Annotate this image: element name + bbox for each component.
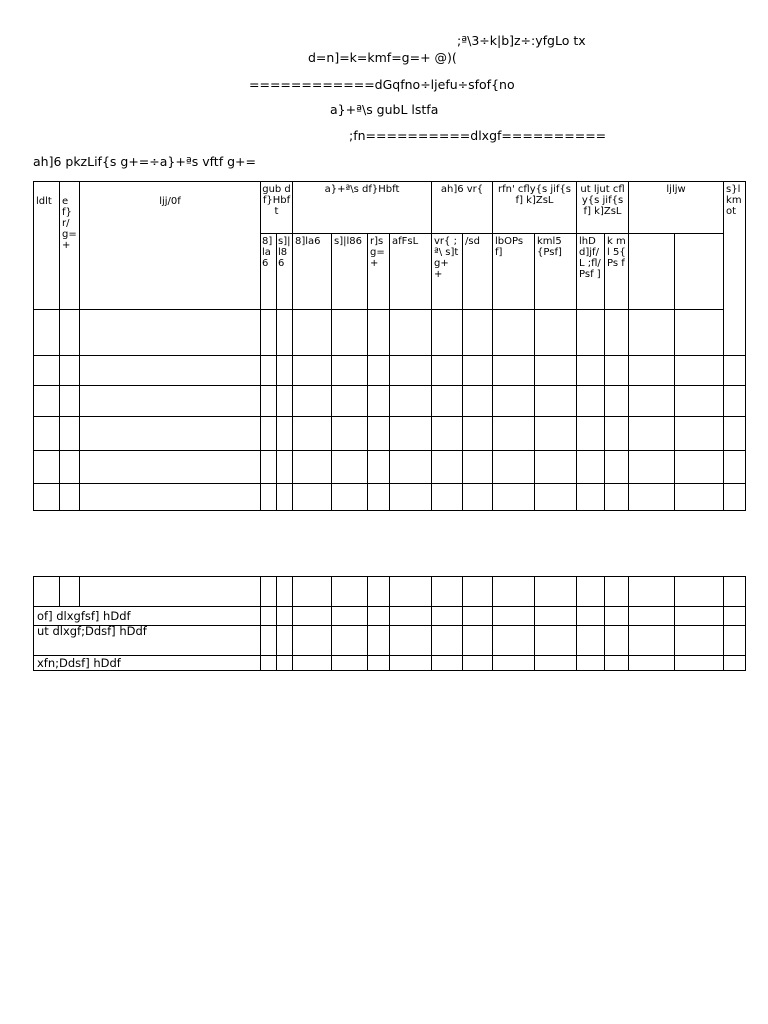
table-cell [463,656,493,671]
table-cell [675,607,724,626]
table-cell [535,484,577,511]
table-cell [463,484,493,511]
table-cell [293,386,332,417]
table-cell [60,386,80,417]
table-cell [34,451,60,484]
table-cell [724,417,746,451]
table-row [34,577,746,607]
header-line-3: ============dGqfno÷ljefu÷sfof{no [249,77,515,92]
table-cell [60,417,80,451]
table-cell [629,451,675,484]
table-cell [463,451,493,484]
table-cell [605,607,629,626]
table-cell [368,577,390,607]
table-cell [34,577,60,607]
table-cell [463,417,493,451]
table-cell [332,356,368,386]
table-cell [432,656,463,671]
table-row [34,310,746,356]
table-cell [629,577,675,607]
table-cell [368,417,390,451]
table-cell [577,626,605,656]
table-cell [332,310,368,356]
table-cell [675,656,724,671]
table-cell [724,484,746,511]
table-cell [724,356,746,386]
table-row [34,451,746,484]
table-cell [277,310,293,356]
table-cell [493,386,535,417]
table-cell [261,577,277,607]
table-cell [390,607,432,626]
table-cell [34,417,60,451]
col-cash: gub df}Hbf t [261,182,293,234]
table-cell [293,484,332,511]
header-line-4: a}+ª\s gubL lstfa [330,102,439,117]
col-budget: ah]6 vr{ [432,182,493,234]
table-cell [432,417,463,451]
table-cell [577,656,605,671]
col-description: ljj/0f [80,182,261,310]
table-cell [34,310,60,356]
table-cell [332,417,368,451]
table-cell [724,386,746,417]
table-cell [605,310,629,356]
col-cash-debit: 8]la6 [261,234,277,310]
table-cell [390,577,432,607]
table-cell [390,484,432,511]
table-cell [80,310,261,356]
table-cell [463,386,493,417]
table-cell [463,607,493,626]
table-cell [293,577,332,607]
col-date: ldlt [34,182,60,310]
table-cell [293,310,332,356]
table-cell [535,577,577,607]
table-cell [605,356,629,386]
table-cell [605,626,629,656]
table-cell [493,310,535,356]
table-cell [261,656,277,671]
total-row-this-month [34,607,746,626]
table-cell [261,484,277,511]
col-bank: a}+ª\s df}Hbft [293,182,432,234]
table-cell [724,607,746,626]
table-cell [432,626,463,656]
total-row-to-date [34,656,746,671]
table-cell [724,656,746,671]
table-cell [605,577,629,607]
table-cell [675,484,724,511]
table-cell [629,626,675,656]
table-cell [368,607,390,626]
table-cell [493,417,535,451]
table-cell [577,484,605,511]
table-cell [80,356,261,386]
table-cell [629,310,675,356]
table-cell [368,310,390,356]
table-cell [493,356,535,386]
col-bank-balance: afFsL [390,234,432,310]
header-row-1 [34,182,746,234]
col-deposit-a [629,234,675,310]
table-cell [332,656,368,671]
col-advance: rfn' cfly{s jif{sf] k]ZsL [493,182,577,234]
col-deposit-b [675,234,724,310]
table-cell [390,310,432,356]
table-cell [293,626,332,656]
col-advance-returned: kml5{Psf] [535,234,577,310]
table-cell [432,310,463,356]
table-cell [535,607,577,626]
table-cell [261,451,277,484]
table-cell [577,356,605,386]
table-cell [629,386,675,417]
table-cell [277,484,293,511]
table-cell [277,626,293,656]
header-line-5: ;fn==========dlxgf========== [349,128,607,143]
table-cell [277,356,293,386]
table-cell [261,607,277,626]
table-cell [390,356,432,386]
col-bank-cheque: r]s g=+ [368,234,390,310]
table-cell [80,484,261,511]
table-cell [493,484,535,511]
table-cell [493,656,535,671]
col-cash-credit: s]|l86 [277,234,293,310]
col-remarks: s}lkmot [724,182,746,356]
total-label-previous-months: ut dlxgf;Ddsf] hDdf [34,626,261,656]
table-cell [261,386,277,417]
table-cell [493,451,535,484]
table-cell [629,607,675,626]
table-cell [293,607,332,626]
table-cell [535,626,577,656]
table-cell [34,356,60,386]
table-cell [463,356,493,386]
table-cell [629,356,675,386]
cashbook-table [33,181,746,511]
table-cell [332,451,368,484]
table-cell [60,484,80,511]
table-row [34,417,746,451]
col-bank-debit: 8]la6 [293,234,332,310]
table-cell [724,577,746,607]
table-cell [463,626,493,656]
table-cell [577,386,605,417]
table-cell [675,386,724,417]
table-cell [60,356,80,386]
table-cell [332,607,368,626]
table-cell [80,417,261,451]
table-cell [80,577,261,607]
table-cell [629,417,675,451]
table-cell [277,417,293,451]
col-bank-credit: s]|l86 [332,234,368,310]
table-cell [390,626,432,656]
total-label-this-month: of] dlxgfsf] hDdf [34,607,261,626]
table-row [34,386,746,417]
col-prev-returned: k ml 5{ Ps f [605,234,629,310]
table-cell [293,656,332,671]
table-cell [535,310,577,356]
col-advance-given: lbOPs f] [493,234,535,310]
table-cell [463,310,493,356]
table-cell [675,417,724,451]
totals-table [33,576,746,671]
table-cell [261,356,277,386]
table-cell [675,356,724,386]
table-cell [332,626,368,656]
table-cell [293,451,332,484]
table-cell [277,451,293,484]
header-line-2: d=n]=k=kmf=g=+ @)( [308,50,457,65]
table-cell [535,656,577,671]
table-cell [368,484,390,511]
table-cell [60,577,80,607]
table-cell [293,417,332,451]
table-cell [577,451,605,484]
table-cell [261,417,277,451]
table-cell [60,310,80,356]
table-cell [432,607,463,626]
table-cell [605,451,629,484]
table-cell [390,417,432,451]
table-cell [463,577,493,607]
table-cell [277,607,293,626]
table-cell [724,626,746,656]
table-cell [605,656,629,671]
table-cell [493,577,535,607]
table-cell [675,451,724,484]
table-cell [675,626,724,656]
table-cell [390,656,432,671]
table-cell [80,451,261,484]
table-cell [535,356,577,386]
table-cell [675,310,724,356]
table-cell [390,451,432,484]
table-cell [80,386,261,417]
col-budget-amount: /sd [463,234,493,310]
table-cell [629,656,675,671]
table-cell [535,417,577,451]
table-cell [368,386,390,417]
table-cell [390,386,432,417]
table-cell [368,356,390,386]
table-cell [577,577,605,607]
table-cell [432,356,463,386]
table-cell [605,417,629,451]
table-cell [493,626,535,656]
header-line-6: ah]6 pkzLif{s g+=÷a}+ªs vftf g+= [33,154,256,169]
table-cell [332,386,368,417]
table-cell [432,451,463,484]
table-cell [277,386,293,417]
table-cell [432,386,463,417]
table-cell [535,451,577,484]
table-cell [432,577,463,607]
header-line-1: ;ª\3÷k|b]z÷:yfgLo tx [457,33,586,48]
col-deposit: ljljw [629,182,724,234]
table-cell [535,386,577,417]
table-cell [293,356,332,386]
table-cell [629,484,675,511]
table-row [34,356,746,386]
table-cell [261,310,277,356]
table-cell [332,577,368,607]
table-cell [34,386,60,417]
table-cell [605,484,629,511]
total-label-to-date: xfn;Ddsf] hDdf [34,656,261,671]
table-cell [577,310,605,356]
table-row [34,484,746,511]
table-cell [368,451,390,484]
table-cell [277,656,293,671]
table-cell [577,607,605,626]
table-cell [432,484,463,511]
table-cell [277,577,293,607]
total-row-previous-months [34,626,746,656]
table-cell [577,417,605,451]
table-cell [332,484,368,511]
col-prev-responsibility: lhD d]jf/L ;fl/ Psf ] [577,234,605,310]
table-cell [675,577,724,607]
table-cell [60,451,80,484]
table-cell [34,484,60,511]
table-cell [261,626,277,656]
table-cell [605,386,629,417]
col-budget-head: vr{ ;ª\ s]t g+ + [432,234,463,310]
table-cell [493,607,535,626]
table-cell [724,451,746,484]
col-previous-advance: ut ljut cfly{s jif{sf] k]ZsL [577,182,629,234]
table-cell [368,626,390,656]
table-cell [368,656,390,671]
col-voucher-no: ef}r/ g=+ [60,182,80,310]
